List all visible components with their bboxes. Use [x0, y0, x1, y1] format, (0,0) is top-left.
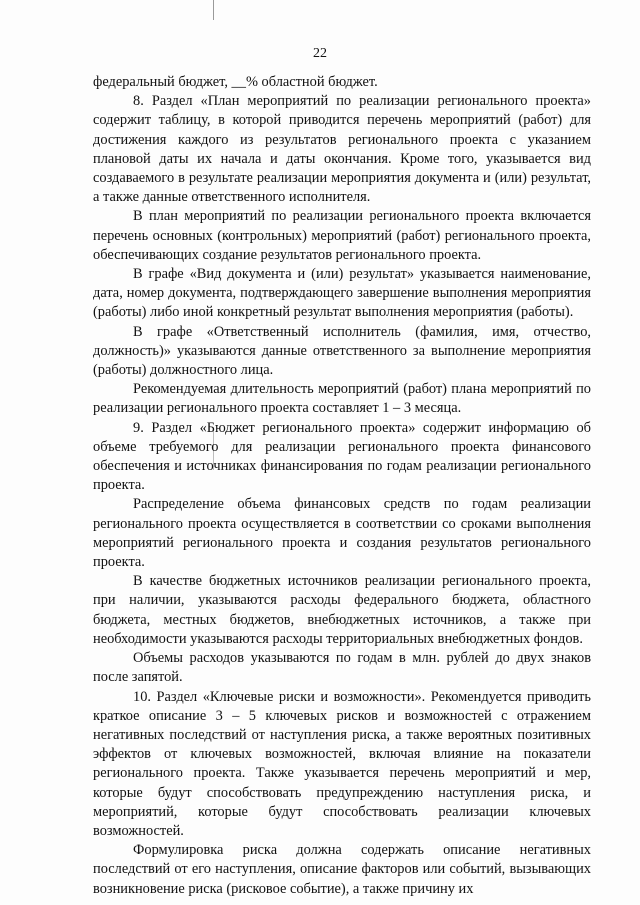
paragraph: 10. Раздел «Ключевые риски и возможности». Рекомендуется приводить краткое описание 3 – 5 ключевых рисков и возможностей с отражением негативных последствий от наступления риска, а также вероятных позитивных эффектов от ключевых возможностей, включая влияние на показатели регионального проекта. Также указывается перечень мероприятий и мер, которые будут способствовать предупреждению наступления риска, и мероприятий, которые будут способствовать реализации ключевых возможностей. [93, 688, 591, 839]
paragraph: федеральный бюджет, __% областной бюджет. [93, 74, 378, 90]
paragraph: В план мероприятий по реализации регионального проекта включается перечень основных (контрольных) мероприятий (работ) регионального проекта, обеспечивающих создание результатов регионального проекта. [93, 208, 591, 263]
paragraph: 9. Раздел «Бюджет регионального проекта» содержит информацию об объеме требуемого для реализации регионального проекта финансового обеспечения и источниках финансирования по годам реализации регионального проекта. [93, 419, 591, 494]
paragraph: Объемы расходов указываются по годам в млн. рублей до двух знаков после запятой. [93, 650, 591, 686]
page-number: 22 [313, 46, 327, 61]
scan-artifact-line [213, 0, 214, 20]
paragraph: В графе «Ответственный исполнитель (фамилия, имя, отчество, должность)» указываются данные ответственного за выполнение мероприятия (работы) должностного лица. [93, 323, 591, 379]
paragraph: 8. Раздел «План мероприятий по реализации регионального проекта» содержит таблицу, в которой приводится перечень мероприятий (работ) для достижения каждого из результатов регионального проекта с указанием плановой даты их начала и даты окончания. Кроме того, указывается вид создаваемого в результате реализации мероприятия документа и (или) результат, а также данные ответственного исполнителя. [93, 93, 591, 206]
paragraph: Распределение объема финансовых средств по годам реализации регионального проекта осуществляется в соответствии со сроками выполнения мероприятий регионального проекта и создания результатов регионального проекта. [93, 496, 591, 571]
paragraph: Рекомендуемая длительность мероприятий (работ) плана мероприятий по реализации регионального проекта составляет 1 – 3 месяца. [93, 381, 591, 417]
document-body [93, 73, 591, 899]
paragraph: В графе «Вид документа и (или) результат» указывается наименование, дата, номер документа, подтверждающего завершение выполнения мероприятия (работы) либо иной конкретный результат выполнения мероприятия (работы). [93, 266, 591, 321]
paragraph: В качестве бюджетных источников реализации регионального проекта, при наличии, указываются расходы федерального бюджета, областного бюджета, местных бюджетов, внебюджетных источников, а также при необходимости указываются расходы территориальных внебюджетных фондов. [93, 573, 591, 647]
paragraph: Формулировка риска должна содержать описание негативных последствий от его наступления, описание факторов или событий, вызывающих возникновение риска (рисковое событие), а также причину их [93, 842, 591, 897]
